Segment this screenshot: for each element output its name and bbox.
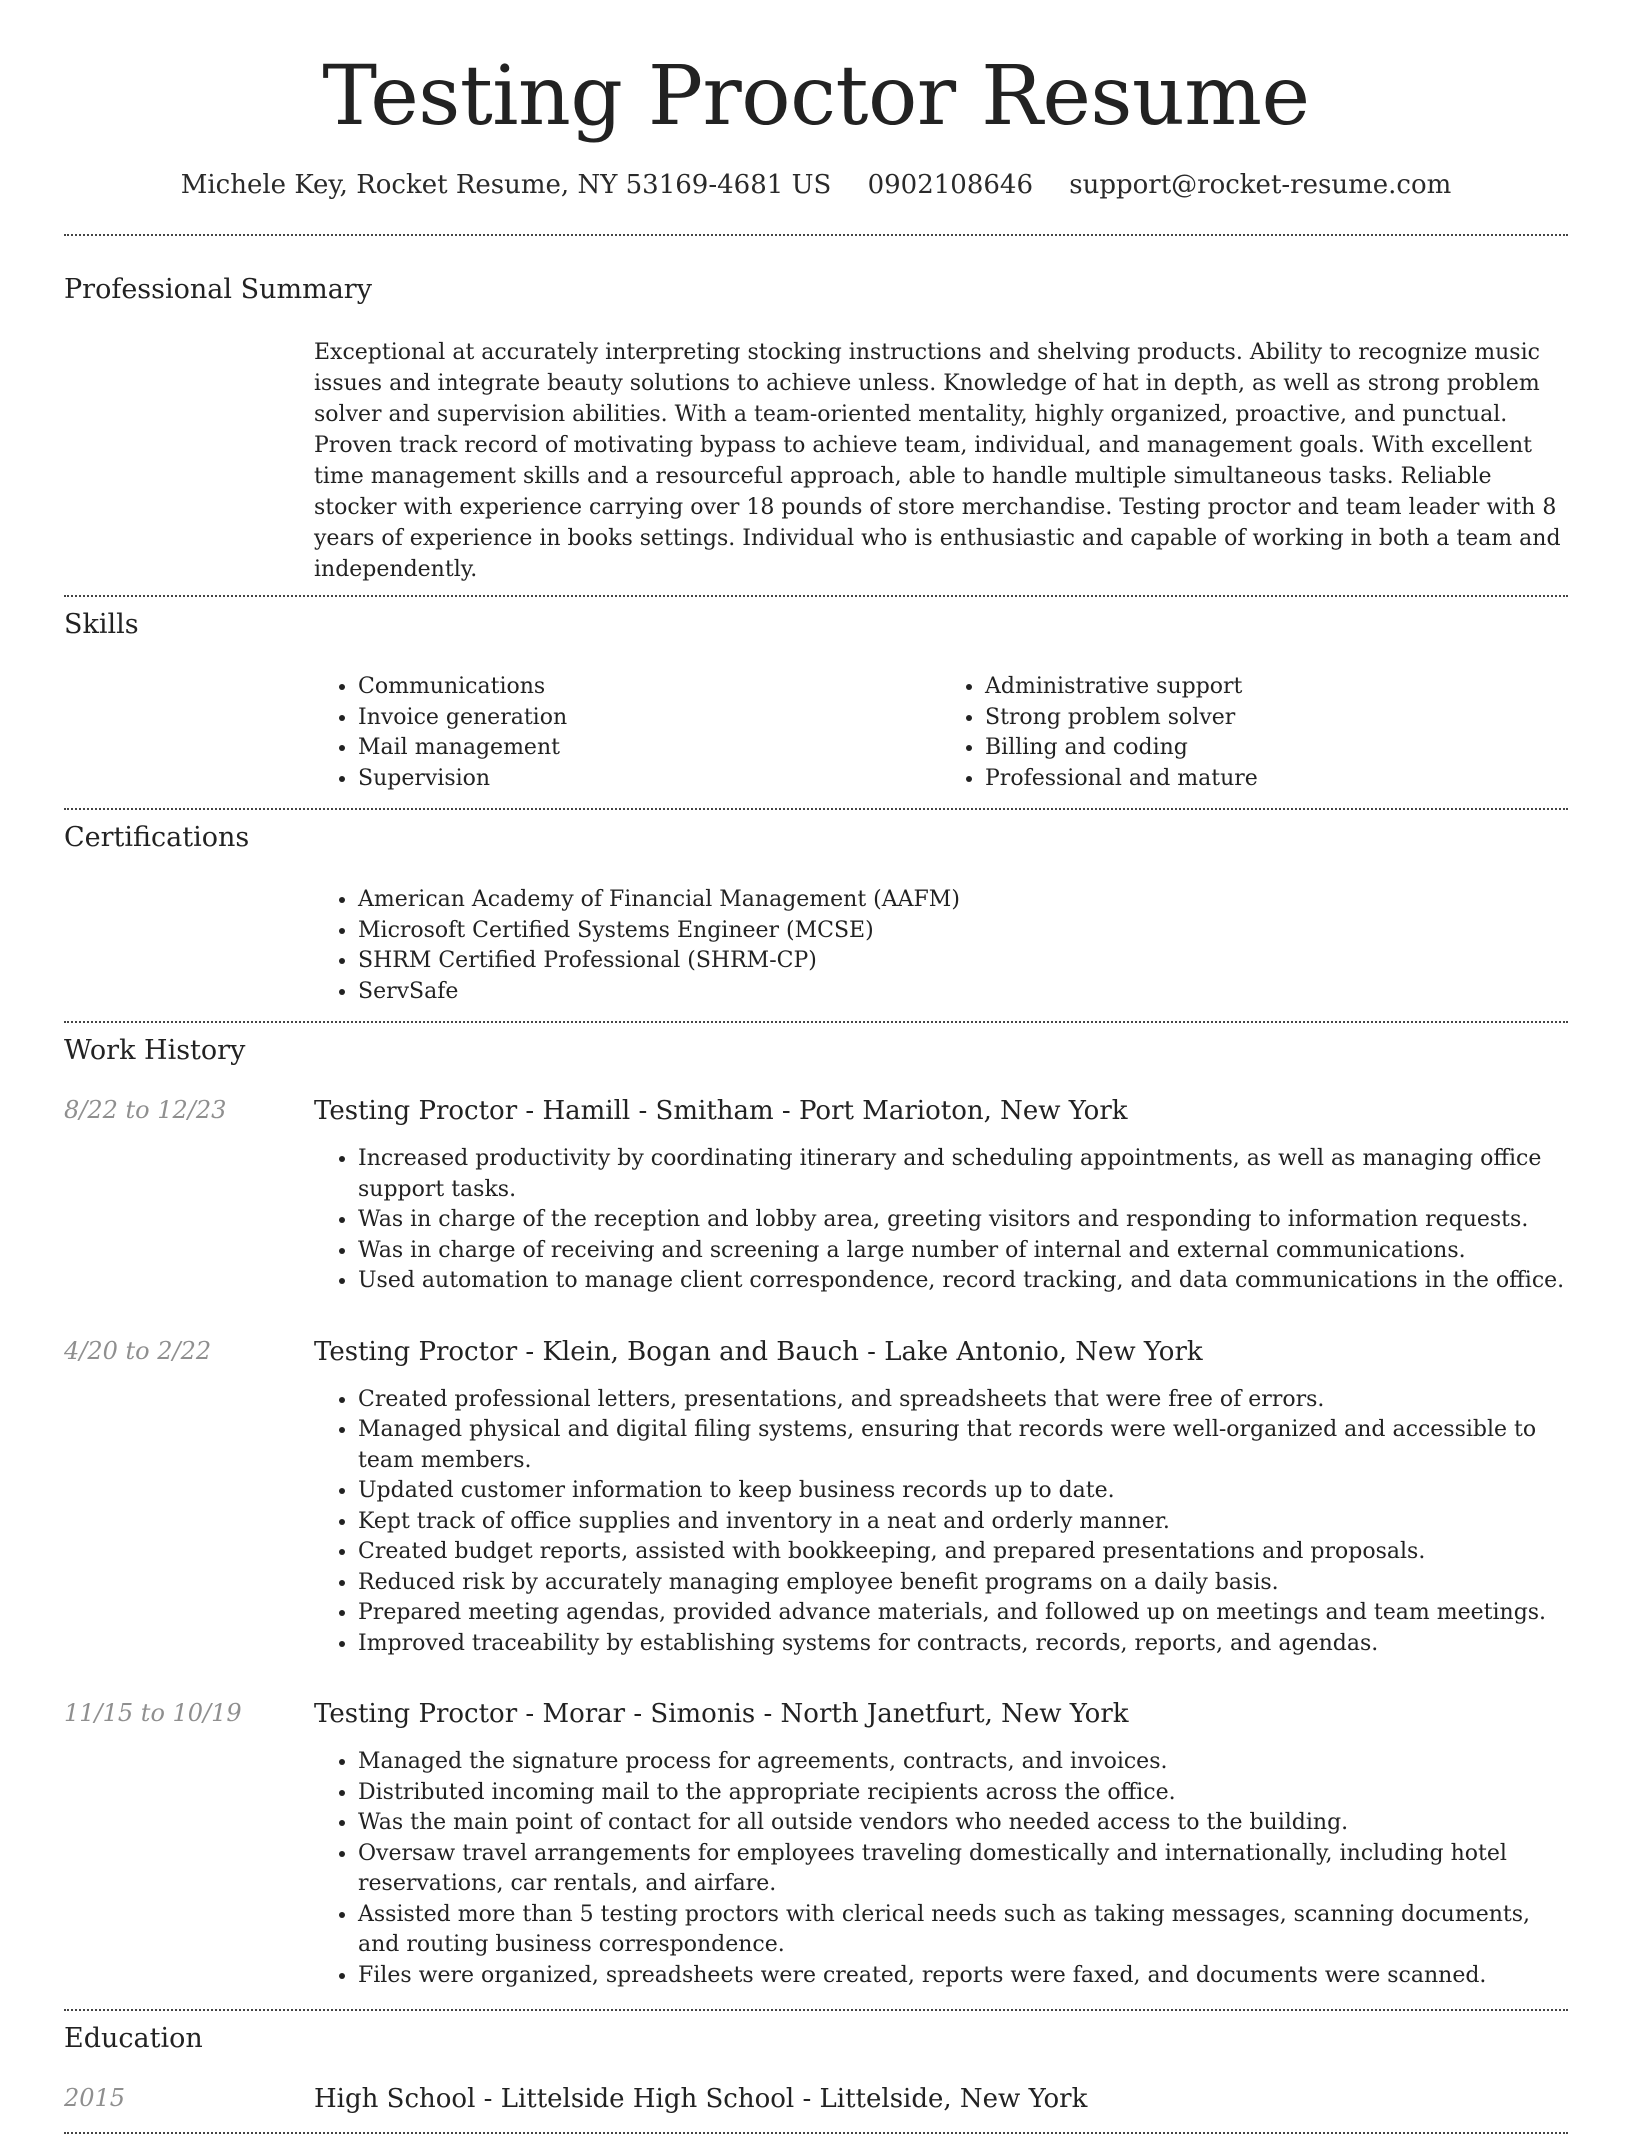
job-date: 8/22 to 12/23 — [64, 1096, 227, 1125]
education-title: High School - Littelside High School - Littelside, New York — [314, 2084, 1088, 2115]
certifications-list — [314, 885, 1568, 1007]
section-work-history — [64, 1023, 1568, 1991]
section-education — [64, 2011, 1568, 2115]
list-item: • Improved traceability by establishing systems for contracts, records, reports, and agendas. — [358, 1629, 1568, 1660]
list-item: • Files were organized, spreadsheets were created, reports were faxed, and documents were scanned. — [358, 1961, 1568, 1992]
list-item: • Oversaw travel arrangements for employees traveling domestically and internationally, including hotel reservations, car rentals, and airfare. — [358, 1839, 1568, 1900]
education-entry — [64, 2080, 1568, 2115]
list-item: • Used automation to manage client correspondence, record tracking, and data communications in the office. — [358, 1266, 1568, 1297]
list-item: • Managed physical and digital filing systems, ensuring that records were well-organized and accessible to team members. — [358, 1415, 1568, 1476]
contact-address: Michele Key, Rocket Resume, NY 53169-4681 US — [180, 170, 832, 201]
list-item: • Prepared meeting agendas, provided advance materials, and followed up on meetings and team meetings. — [358, 1598, 1568, 1629]
job-title: Testing Proctor - Klein, Bogan and Bauch - Lake Antonio, New York — [314, 1336, 1203, 1367]
contact-phone: 0902108646 — [867, 170, 1033, 201]
list-item: • Distributed incoming mail to the appropriate recipients across the office. — [358, 1778, 1568, 1809]
list-item: • Kept track of office supplies and inventory in a neat and orderly manner. — [358, 1507, 1568, 1538]
list-item: • Invoice generation — [358, 703, 941, 734]
job-bullets — [314, 1385, 1568, 1660]
list-item: • Professional and mature — [985, 764, 1568, 795]
job-title: Testing Proctor - Morar - Simonis - North Janetfurt, New York — [314, 1699, 1129, 1730]
skills-list-left — [314, 672, 941, 794]
job-bullets — [314, 1144, 1568, 1297]
list-item: • American Academy of Financial Management (AAFM) — [358, 885, 1568, 916]
job-date: 4/20 to 2/22 — [64, 1336, 212, 1365]
job-entry — [64, 1092, 1568, 1297]
list-item: • Was in charge of receiving and screening a large number of internal and external communications. — [358, 1236, 1568, 1267]
list-item: • Was the main point of contact for all outside vendors who needed access to the building. — [358, 1808, 1568, 1839]
list-item: • Supervision — [358, 764, 941, 795]
list-item: • Reduced risk by accurately managing employee benefit programs on a daily basis. — [358, 1568, 1568, 1599]
list-item: • Strong problem solver — [985, 703, 1568, 734]
list-item: • ServSafe — [358, 977, 1568, 1008]
section-heading-summary: Professional Summary — [64, 274, 372, 306]
section-heading-skills: Skills — [64, 609, 139, 641]
list-item: • Administrative support — [985, 672, 1568, 703]
job-title: Testing Proctor - Hamill - Smitham - Port Marioton, New York — [314, 1096, 1128, 1127]
job-entry — [64, 1695, 1568, 1991]
list-item: • Communications — [358, 672, 941, 703]
section-certifications — [64, 810, 1568, 1007]
list-item: • Mail management — [358, 733, 941, 764]
contact-line — [64, 170, 1568, 200]
list-item: • Was in charge of the reception and lobby area, greeting visitors and responding to information requests. — [358, 1205, 1568, 1236]
education-date: 2015 — [64, 2084, 126, 2113]
resume-title: Testing Proctor Resume — [322, 49, 1310, 144]
list-item: • Created budget reports, assisted with bookkeeping, and prepared presentations and proposals. — [358, 1537, 1568, 1568]
list-item: • Created professional letters, presentations, and spreadsheets that were free of errors. — [358, 1385, 1568, 1416]
section-skills — [64, 597, 1568, 794]
list-item: • Assisted more than 5 testing proctors with clerical needs such as taking messages, scanning documents, and routing business correspondence. — [358, 1900, 1568, 1961]
section-heading-certifications: Certifications — [64, 822, 250, 854]
contact-email: support@rocket-resume.com — [1069, 170, 1452, 201]
list-item: • Updated customer information to keep business records up to date. — [358, 1476, 1568, 1507]
section-heading-education: Education — [64, 2023, 203, 2055]
list-item: • Billing and coding — [985, 733, 1568, 764]
summary-text: Exceptional at accurately interpreting stocking instructions and shelving products. Ability to recognize music issues and integrate beauty solutions to achieve unless. Knowledge of hat in depth, as well as strong problem solver and supervision abilities. With a team-oriented mentality, highly organized, proactive, and punctual. Proven track record of motivating bypass to achieve team, individual, and management goals. With excellent time management skills and a resourceful approach, able to handle multiple simultaneous tasks. Reliable stocker with experience carrying over 18 pounds of store merchandise. Testing proctor and team leader with 8 years of experience in books settings. Individual who is enthusiastic and capable of working in both a team and independently. — [314, 340, 1561, 583]
list-item: • Increased productivity by coordinating itinerary and scheduling appointments, as well as managing office support tasks. — [358, 1144, 1568, 1205]
section-summary — [64, 236, 1568, 585]
list-item: • SHRM Certified Professional (SHRM-CP) — [358, 946, 1568, 977]
job-bullets — [314, 1747, 1568, 1991]
list-item: • Managed the signature process for agreements, contracts, and invoices. — [358, 1747, 1568, 1778]
section-heading-work-history: Work History — [64, 1035, 246, 1067]
job-entry — [64, 1333, 1568, 1660]
job-date: 11/15 to 10/19 — [64, 1699, 242, 1728]
list-item: • Microsoft Certified Systems Engineer (MCSE) — [358, 916, 1568, 947]
skills-list-right — [941, 672, 1568, 794]
